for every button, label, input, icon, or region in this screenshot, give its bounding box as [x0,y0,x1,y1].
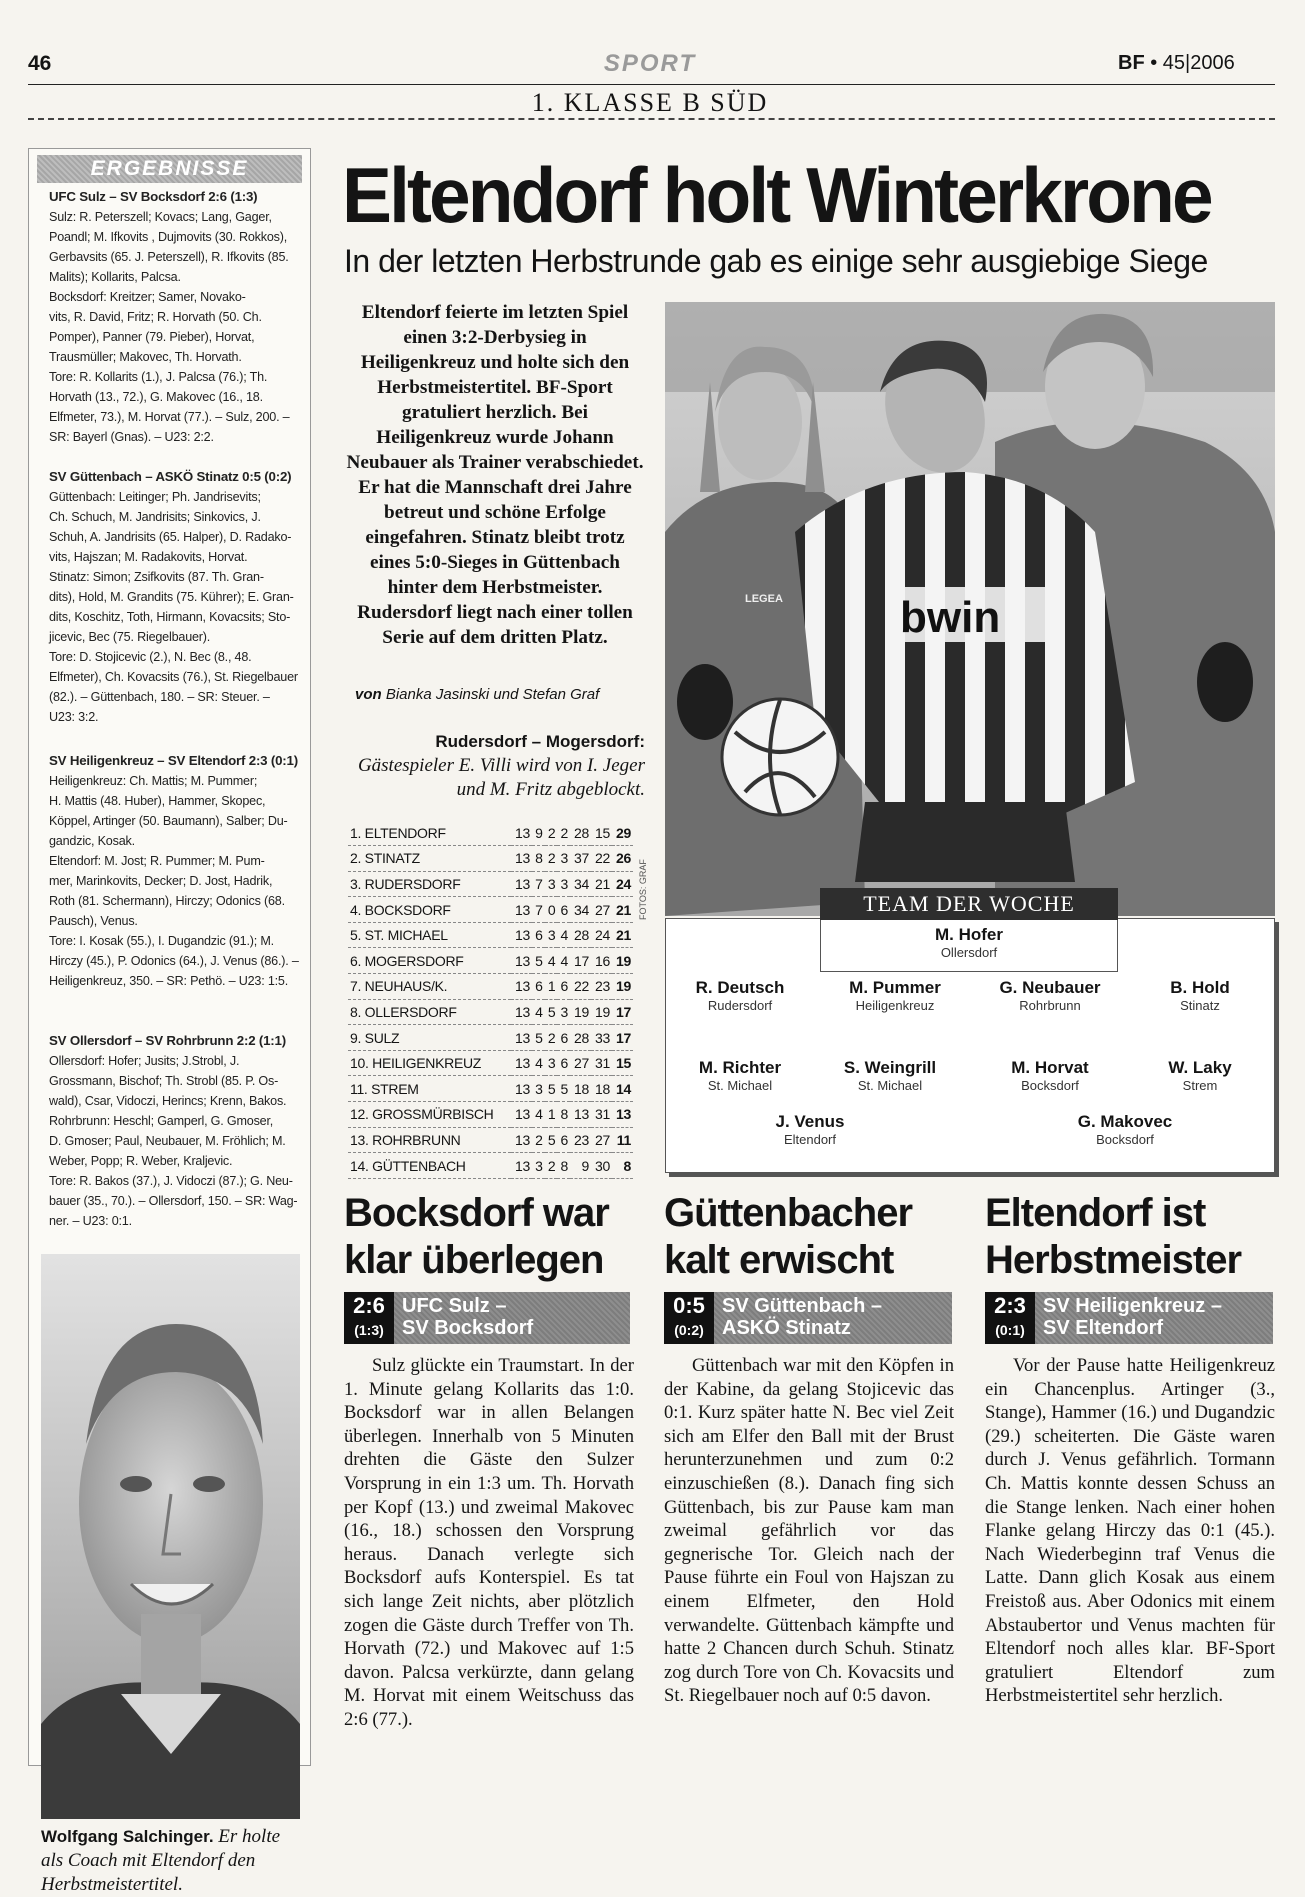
result-line: Eltendorf: M. Jost; R. Pummer; M. Pum- [49,854,265,868]
result-line: (82.). – Güttenbach, 180. – SR: Steuer. – [49,690,270,704]
stat-cell: 22 [591,846,612,872]
stat-cell: 4 [545,948,558,974]
standings-row [348,846,633,872]
stat-cell: 19 [570,999,591,1025]
stat-cell: 1 [545,974,558,1000]
results-banner [37,155,302,183]
team-of-week-title: TEAM DER WOCHE [820,888,1118,920]
coach-caption-text: Er holte als Coach mit Eltendorf den Herbstmeistertitel. [41,1826,281,1895]
result-line: Malits); Kollarits, Palcsa. [49,270,181,284]
stat-cell: 8 [557,1153,570,1179]
result-line: Tore: D. Stojicevic (2.), N. Bec (8., 48. [49,650,252,664]
stat-cell: 6 [532,974,545,1000]
player-defender [1130,978,1270,1013]
player-name: W. Laky [1168,1058,1232,1077]
result-line: Grossmann, Bischof; Th. Strobl (85. P. Os- [49,1074,279,1088]
stat-cell: 8 [557,1102,570,1128]
team-home: SV Heiligenkreuz – [1043,1295,1222,1317]
byline-authors: Bianka Jasinski und Stefan Graf [385,686,600,703]
stat-cell: 6 [532,922,545,948]
player-forward [735,1112,885,1147]
result-line: Rohrbrunn: Heschl; Gamperl, G. Gmoser, [49,1114,274,1128]
stat-cell: 28 [570,820,591,846]
player-club: Bocksdorf [1096,1132,1154,1147]
player-club: Heiligenkreuz [855,998,935,1013]
player-name: M. Hofer [935,925,1003,944]
stat-cell: 3 [532,1076,545,1102]
result-line: dits, Koschitz, Toth, Hirmann, Kovacsits; Sto- [49,610,291,624]
result-block [49,187,309,447]
header-rule [28,84,1275,85]
stat-cell: 3 [532,1153,545,1179]
result-line: gandzic, Kosak. [49,834,135,848]
standings-row [348,871,633,897]
stat-cell: 5 [557,1076,570,1102]
stat-cell: 24 [591,922,612,948]
team-cell: 1. ELTENDORF [348,820,511,846]
team-cell: 12. GROSSMÜRBISCH [348,1102,511,1128]
team-away: ASKÖ Stinatz [722,1317,851,1339]
stat-cell: 6 [557,974,570,1000]
halftime-score: (0:2) [674,1322,704,1338]
stat-cell: 13 [511,1050,532,1076]
team-cell: 14. GÜTTENBACH [348,1153,511,1179]
stat-cell: 34 [570,871,591,897]
result-line: Roth (81. Schermann), Hirczy; Odonics (68. [49,894,285,908]
result-line: Trausmüller; Makovec, Th. Horvath. [49,350,242,364]
column-headline: Bocksdorf war klar überlegen [344,1191,609,1282]
player-midfielder [1130,1058,1270,1093]
column-text: Sulz glückte ein Traumstart. In der 1. Minute gelang Kollarits das 1:0. Bocksdorf war in allen Belangen überlegen. Innerhalb von 5 Minuten drehten die Gäste den Sulzer Vorsprung in ein 1:3 um. Th. Horvath per Kopf (13.) und zweimal Makovec (16., 18.) schossen den Vorsprung heraus. Danach verlegte sich Bocksdorf aufs Konterspiel. Es tat sich lange Zeit nichts, aber plötzlich zogen die Gäste durch Treffer von Th. Horvath (72.) und Makovec auf 1:5 davon. Palcsa verkürzte, dann gelang M. Horvat mit einem Weitschuss das 2:6 (77.). [344,1355,634,1730]
player-defender [670,978,810,1013]
points-cell: 21 [612,897,633,923]
points-cell: 21 [612,922,633,948]
result-line: Weber, Popp; R. Weber, Kraljevic. [49,1154,233,1168]
stat-cell: 3 [557,871,570,897]
stat-cell: 13 [570,1102,591,1128]
issue-number: 45|2006 [1162,52,1235,74]
score-teams [722,1295,882,1339]
coach-portrait-image [41,1254,300,1819]
result-line: Hirczy (45.), P. Odonics (64.), J. Venus (86.). – [49,954,299,968]
result-line: Poandl; M. Ifkovits , Dujmovits (30. Rokkos), [49,230,288,244]
stat-cell: 6 [557,1025,570,1051]
player-club: Rudersdorf [707,998,773,1013]
stat-cell: 4 [532,1102,545,1128]
stat-cell: 37 [570,846,591,872]
player-forward [1050,1112,1200,1147]
points-cell: 8 [612,1153,633,1179]
stat-cell: 27 [570,1050,591,1076]
standings-row [348,1025,633,1051]
match-column-3 [985,1190,1275,1708]
score-bar [664,1292,952,1344]
match-column-2 [664,1190,954,1708]
photo-caption [345,730,645,802]
result-line: wald), Csar, Vidoczi, Herincs; Krenn, Bakos. [49,1094,287,1108]
jersey-brand-text: LEGEA [745,593,783,605]
stat-cell: 13 [511,1102,532,1128]
coach-photo [41,1254,300,1819]
team-cell: 11. STREM [348,1076,511,1102]
stat-cell: 13 [511,922,532,948]
result-line: Horvath (13., 72.), G. Makovec (16., 18. [49,390,263,404]
result-block [49,467,309,727]
team-cell: 4. BOCKSDORF [348,897,511,923]
result-line: H. Mattis (48. Huber), Hammer, Skopec, [49,794,266,808]
result-line: Ollersdorf: Hofer; Jusits; J.Strobl, J. [49,1054,240,1068]
stat-cell: 13 [511,871,532,897]
standings-row [348,974,633,1000]
stat-cell: 5 [532,948,545,974]
photo-caption-bold: Rudersdorf – Mogersdorf: [435,732,645,751]
score-box [664,1292,714,1344]
team-cell: 6. MOGERSDORF [348,948,511,974]
stat-cell: 28 [570,1025,591,1051]
result-title: SV Güttenbach – ASKÖ Stinatz 0:5 (0:2) [49,469,292,484]
result-title: SV Ollersdorf – SV Rohrbrunn 2:2 (1:1) [49,1033,286,1048]
team-home: UFC Sulz – [402,1295,507,1317]
stat-cell: 34 [570,897,591,923]
player-defender [820,978,970,1013]
standings-row [348,922,633,948]
player-name: G. Makovec [1077,1112,1173,1131]
result-line: vits, R. David, Fritz; R. Horvath (50. Ch. [49,310,262,324]
lead-paragraph: Eltendorf feierte im letzten Spiel einen 3:2-Derbysieg in Heiligenkreuz und holte sich den Herbstmeistertitel. BF-Sport gratuliert herzlich. Bei Heiligenkreuz wurde Johann Neubauer als Trainer verabschiedet. Er hat die Mannschaft drei Jahre betreut und schöne Erfolge eingefahren. Stinatz bleibt trotz eines 5:0-Sieges in Güttenbach hinter dem Herbstmeister. Rudersdorf liegt nach einer tollen Serie auf dem dritten Platz. [346,302,644,648]
team-cell: 9. SULZ [348,1025,511,1051]
stat-cell: 23 [570,1127,591,1153]
standings-row [348,820,633,846]
result-block [49,1031,309,1231]
score-teams [402,1295,533,1339]
stat-cell: 13 [511,820,532,846]
stat-cell: 0 [545,897,558,923]
result-line: ner. – U23: 0:1. [49,1214,132,1228]
stat-cell: 9 [570,1153,591,1179]
player-club: St. Michael [707,1078,773,1093]
stat-cell: 33 [591,1025,612,1051]
result-line: Tore: R. Bakos (37.), J. Vidoczi (87.); G. Neu- [49,1174,293,1188]
stat-cell: 5 [532,1025,545,1051]
score: 0:5 [673,1293,705,1318]
match-scene-image [665,302,1275,916]
stat-cell: 31 [591,1050,612,1076]
standings-row [348,1050,633,1076]
stat-cell: 27 [591,1127,612,1153]
team-away: SV Bocksdorf [402,1317,534,1339]
results-sidebar [28,148,311,1895]
team-home: SV Güttenbach – [722,1295,883,1317]
standings-row [348,948,633,974]
points-cell: 26 [612,846,633,872]
stat-cell: 23 [591,974,612,1000]
player-club: St. Michael [857,1078,923,1093]
player-name: J. Venus [775,1112,845,1131]
stat-cell: 19 [591,999,612,1025]
stat-cell: 3 [557,999,570,1025]
stat-cell: 3 [557,846,570,872]
team-cell: 13. ROHRBRUNN [348,1127,511,1153]
player-name: M. Richter [698,1058,782,1077]
league-title: 1. KLASSE B SÜD [531,88,769,117]
score-bar [985,1292,1273,1344]
player-name: G. Neubauer [999,978,1101,997]
byline [355,686,645,703]
points-cell: 17 [612,1025,633,1051]
player-name: M. Horvat [1011,1058,1089,1077]
points-cell: 29 [612,820,633,846]
stat-cell: 9 [532,820,545,846]
result-title: SV Heiligenkreuz – SV Eltendorf 2:3 (0:1) [49,753,298,768]
sub-headline: In der letzten Herbstrunde gab es einige sehr ausgiebige Siege [344,243,1208,279]
page-number: 46 [28,52,52,75]
stat-cell: 21 [591,871,612,897]
stat-cell: 7 [532,871,545,897]
stat-cell: 18 [570,1076,591,1102]
byline-prefix: von [355,686,382,703]
player-midfielder [975,1058,1125,1093]
stat-cell: 13 [511,846,532,872]
player-name: S. Weingrill [843,1058,937,1077]
stat-cell: 5 [545,1076,558,1102]
score-bar [344,1292,630,1344]
stat-cell: 5 [545,999,558,1025]
player-club: Eltendorf [783,1132,837,1147]
points-cell: 19 [612,948,633,974]
result-line: Sulz: R. Peterszell; Kovacs; Lang, Gager, [49,210,272,224]
player-club: Rohrbrunn [1019,998,1081,1013]
stat-cell: 15 [591,820,612,846]
result-line: Schuh, A. Jandrisits (65. Halper), D. Radako- [49,530,292,544]
player-midfielder [670,1058,810,1093]
stat-cell: 28 [570,922,591,948]
stat-cell: 5 [545,1127,558,1153]
result-line: D. Gmoser; Paul, Neubauer, M. Fröhlich; M. [49,1134,286,1148]
brand: BF [1118,52,1145,74]
player-club: Strem [1182,1078,1218,1093]
stat-cell: 1 [545,1102,558,1128]
stat-cell: 2 [545,1153,558,1179]
player-name: B. Hold [1170,978,1230,997]
stat-cell: 22 [570,974,591,1000]
player-defender [975,978,1125,1013]
stat-cell: 3 [545,922,558,948]
result-line: vits, Hajszan; M. Radakovits, Horvat. [49,550,248,564]
points-cell: 11 [612,1127,633,1153]
jersey-sponsor-text: bwin [900,593,1001,642]
score-box [344,1292,394,1344]
team-cell: 10. HEILIGENKREUZ [348,1050,511,1076]
standings-row [348,1127,633,1153]
points-cell: 24 [612,871,633,897]
score-box [985,1292,1035,1344]
stat-cell: 8 [532,846,545,872]
stat-cell: 4 [557,948,570,974]
halftime-score: (1:3) [354,1322,384,1338]
column-headline: Eltendorf ist Herbstmeister [985,1191,1242,1282]
photo-credit: FOTOS: GRAF [638,859,648,920]
result-line: Bocksdorf: Kreitzer; Samer, Novako- [49,290,246,304]
player-name: R. Deutsch [695,978,785,997]
result-line: SR: Bayerl (Gnas). – U23: 2:2. [49,430,214,444]
team-cell: 3. RUDERSDORF [348,871,511,897]
result-block [49,751,309,991]
photo-caption-text: Gästespieler E. Villi wird von I. Jeger und M. Fritz abgeblockt. [357,755,645,800]
coach-name: Wolfgang Salchinger. [41,1827,214,1846]
stat-cell: 4 [557,922,570,948]
column-headline: Güttenbacher kalt erwischt [664,1191,913,1282]
stat-cell: 2 [545,1025,558,1051]
standings-row [348,1076,633,1102]
stat-cell: 2 [545,820,558,846]
match-photo [665,302,1275,916]
player-goalkeeper [820,925,1118,960]
team-cell: 2. STINATZ [348,846,511,872]
result-line: Tore: R. Kollarits (1.), J. Palcsa (76.); Th. [49,370,268,384]
stat-cell: 4 [532,999,545,1025]
stat-cell: 13 [511,897,532,923]
result-line: Pomper), Panner (79. Pieber), Horvat, [49,330,255,344]
result-line: dits), Hold, M. Grandits (75. Kührer); E. Gran- [49,590,294,604]
stat-cell: 3 [545,1050,558,1076]
stat-cell: 17 [570,948,591,974]
issue-label: BF • 45|2006 [1118,52,1235,74]
stat-cell: 4 [532,1050,545,1076]
result-line: Gerbavsits (65. J. Peterszell), R. Ifkovits (85. [49,250,289,264]
stat-cell: 6 [557,897,570,923]
result-line: Pausch), Venus. [49,914,138,928]
standings-row [348,1102,633,1128]
stat-cell: 2 [545,846,558,872]
stat-cell: 16 [591,948,612,974]
team-cell: 5. ST. MICHAEL [348,922,511,948]
player-midfielder [815,1058,965,1093]
points-cell: 17 [612,999,633,1025]
standings-row [348,897,633,923]
result-line: jicevic, Bec (75. Riegelbauer). [49,630,211,644]
stat-cell: 13 [511,948,532,974]
result-line: Tore: I. Kosak (55.), I. Dugandzic (91.); M. [49,934,274,948]
stat-cell: 6 [557,1127,570,1153]
points-cell: 15 [612,1050,633,1076]
stat-cell: 13 [511,999,532,1025]
standings-row [348,999,633,1025]
section-title: SPORT [603,50,697,77]
match-column-1 [344,1190,634,1732]
result-line: Heiligenkreuz: Ch. Mattis; M. Pummer; [49,774,258,788]
stat-cell: 13 [511,1025,532,1051]
column-text: Vor der Pause hatte Heiligenkreuz ein Chancenplus. Artinger (3., Stange), Hammer (16.) und Dugandzic (29.) scheiterten. Die Gäste waren durch J. Venus gefährlich. Tormann Ch. Mattis konnte dessen Schuss an die Stange lenken. Nach einer hohen Flanke gelang Hirczy das 0:1 (45.). Nach Wiederbeginn traf Venus die Latte. Dann glich Kosak aus einem Freistoß aus. Aber Odonics mit einem Abstaubertor und Venus machten für Eltendorf noch alles klar. BF-Sport gratuliert Eltendorf zum Herbstmeistertitel sehr herzlich. [985,1355,1275,1707]
results-label: ERGEBNISSE [90,157,249,180]
score-teams [1043,1295,1222,1339]
stat-cell: 13 [511,1076,532,1102]
result-line: Elfmeter, 73.), M. Horvat (77.). – Sulz, 200. – [49,410,290,424]
result-line: Elfmeter), Ch. Kovacsits (76.), St. Riegelbauer [49,670,298,684]
team-cell: 8. OLLERSDORF [348,999,511,1025]
result-title: UFC Sulz – SV Bocksdorf 2:6 (1:3) [49,189,258,204]
header-dashed-rule [28,118,1275,120]
coach-caption [41,1825,303,1897]
result-line: Stinatz: Simon; Zsifkovits (87. Th. Gran- [49,570,264,584]
result-line: bauer (35., 70.). – Ollersdorf, 150. – SR: Wag- [49,1194,298,1208]
stat-cell: 27 [591,897,612,923]
team-away: SV Eltendorf [1043,1317,1164,1339]
team-cell: 7. NEUHAUS/K. [348,974,511,1000]
score: 2:3 [994,1293,1026,1318]
stat-cell: 3 [545,871,558,897]
player-name: M. Pummer [849,978,941,997]
stat-cell: 13 [511,1127,532,1153]
result-line: Heiligenkreuz, 350. – SR: Pethö. – U23: 1:5. [49,974,289,988]
stat-cell: 7 [532,897,545,923]
main-headline: Eltendorf holt Winterkrone [342,151,1211,239]
stat-cell: 2 [557,820,570,846]
stat-cell: 13 [511,974,532,1000]
stat-cell: 18 [591,1076,612,1102]
result-line: U23: 3:2. [49,710,99,724]
standings-table [348,820,633,1179]
points-cell: 19 [612,974,633,1000]
player-club: Ollersdorf [940,945,998,960]
points-cell: 13 [612,1102,633,1128]
result-line: Güttenbach: Leitinger; Ph. Jandrisevits; [49,490,261,504]
points-cell: 14 [612,1076,633,1102]
result-line: Ch. Schuch, M. Jandrisits; Sinkovics, J. [49,510,261,524]
standings-row [348,1153,633,1179]
stat-cell: 6 [557,1050,570,1076]
stat-cell: 30 [591,1153,612,1179]
player-club: Stinatz [1180,998,1220,1013]
stat-cell: 13 [511,1153,532,1179]
result-line: mer, Marinkovits, Decker; D. Jost, Hadrik, [49,874,273,888]
result-line: Köppel, Artinger (50. Baumann), Salber; Du- [49,814,288,828]
stat-cell: 31 [591,1102,612,1128]
score: 2:6 [353,1293,385,1318]
halftime-score: (0:1) [995,1322,1025,1338]
player-club: Bocksdorf [1021,1078,1079,1093]
column-text: Güttenbach war mit den Köpfen in der Kabine, da gelang Stojicevic das 0:1. Kurz später hatte N. Bec viel Zeit sich am Elfer den Ball mit der Brust herunterzunehmen und zum 0:2 einzuschießen (8.). Danach fing sich Güttenbach, bis zur Pause kam man zweimal gefährlich vor das gegnerische Tor. Gleich nach der Pause führte ein Foul von Hajszan zu einem Elfmeter, den Hold verwandelte. Güttenbach kämpfte und hatte 2 Chancen durch Schuh. Stinatz zog durch Tore von Ch. Kovacsits und St. Riegelbauer noch auf 0:5 davon. [664,1355,954,1707]
stat-cell: 2 [532,1127,545,1153]
